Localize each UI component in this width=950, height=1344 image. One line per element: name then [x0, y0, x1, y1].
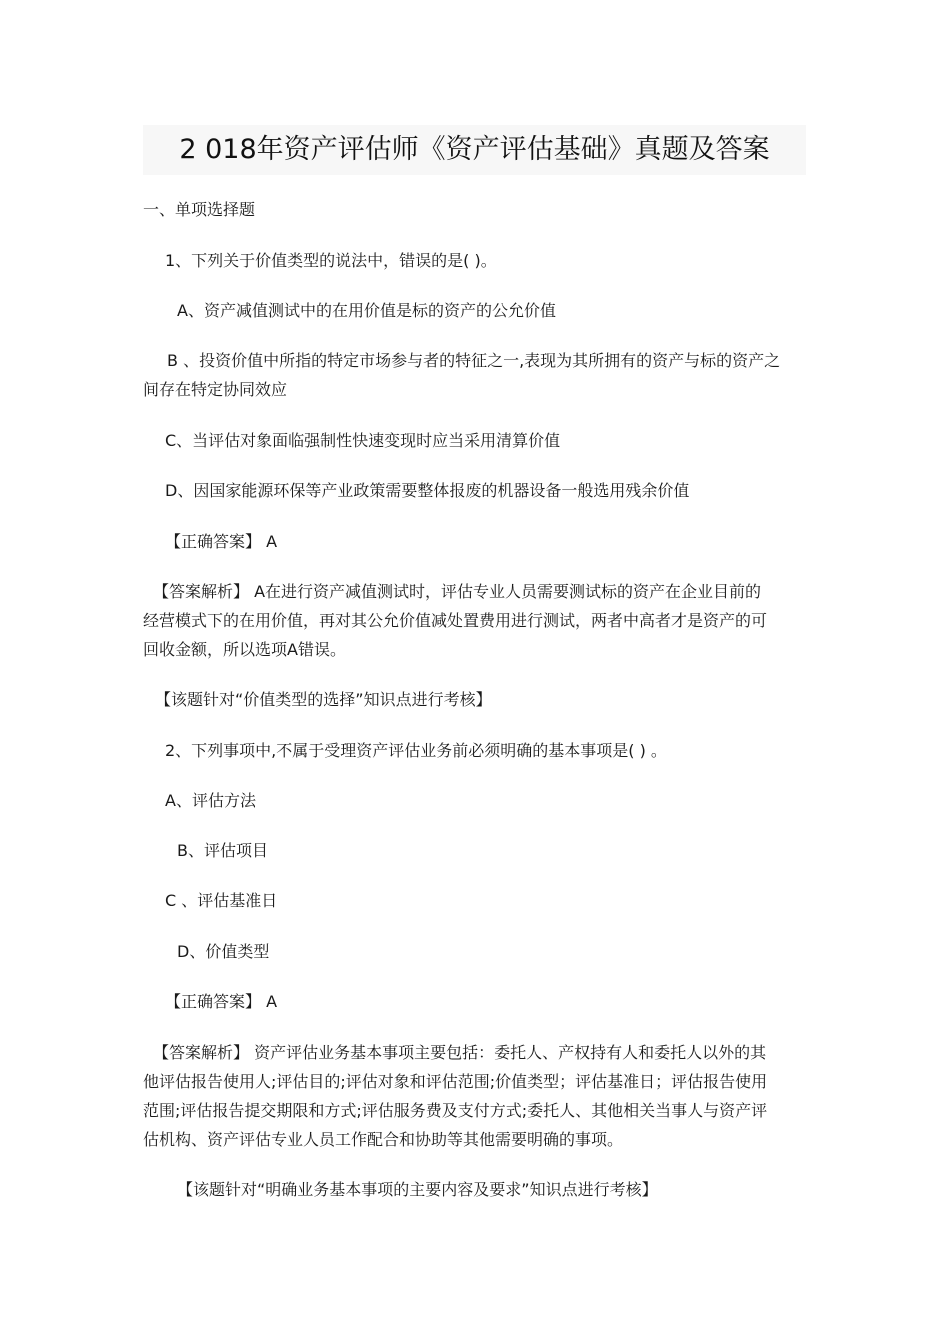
- q2-option-c: C 、评估基准日: [165, 891, 278, 910]
- q2-knowledge-point: 【该题针对“明确业务基本事项的主要内容及要求”知识点进行考核】: [177, 1180, 658, 1199]
- q1-analysis-line1: 【答案解析】 A在进行资产减值测试时，评估专业人员需要测试标的资产在企业目前的: [153, 582, 762, 601]
- q1-stem: 1、下列关于价值类型的说法中，错误的是( )。: [165, 251, 497, 270]
- q2-analysis-line2: 他评估报告使用人;评估目的;评估对象和评估范围;价值类型；评估基准日；评估报告使用: [143, 1072, 768, 1091]
- q1-analysis-line2: 经营模式下的在用价值，再对其公允价值减处置费用进行测试，两者中高者才是资产的可: [143, 611, 768, 630]
- q1-option-b-line2: 间存在特定协同效应: [143, 380, 288, 399]
- q1-analysis: [143, 577, 808, 664]
- q1-analysis-line3: 回收金额，所以选项A错误。: [143, 640, 346, 659]
- q2-analysis-line1: 【答案解析】 资产评估业务基本事项主要包括：委托人、产权持有人和委托人以外的其: [153, 1043, 767, 1062]
- q1-option-c: C、当评估对象面临强制性快速变现时应当采用清算价值: [165, 431, 561, 450]
- q1-option-a: A、资产减值测试中的在用价值是标的资产的公允价值: [177, 301, 556, 320]
- q2-analysis-line4: 估机构、资产评估专业人员工作配合和协助等其他需要明确的事项。: [143, 1130, 624, 1149]
- q2-option-a: A、评估方法: [165, 791, 256, 810]
- q1-option-b: [143, 346, 808, 404]
- section-heading: 一、单项选择题: [143, 200, 256, 219]
- document-title: 2 018年资产评估师《资产评估基础》真题及答案: [179, 134, 770, 165]
- q2-stem: 2、下列事项中,不属于受理资产评估业务前必须明确的基本事项是( ) 。: [165, 741, 667, 760]
- q1-answer: 【正确答案】 A: [165, 532, 278, 551]
- q1-option-d: D、因国家能源环保等产业政策需要整体报废的机器设备一般选用残余价值: [165, 481, 690, 500]
- q1-knowledge-point: 【该题针对“价值类型的选择”知识点进行考核】: [155, 690, 492, 709]
- q1-option-b-line1: B 、投资价值中所指的特定市场参与者的特征之一,表现为其所拥有的资产与标的资产之: [167, 351, 781, 370]
- q2-option-b: B、评估项目: [177, 841, 268, 860]
- q2-analysis-line3: 范围;评估报告提交期限和方式;评估服务费及支付方式;委托人、其他相关当事人与资产评: [143, 1101, 768, 1120]
- q2-option-d: D、价值类型: [177, 942, 270, 961]
- q2-answer: 【正确答案】 A: [165, 992, 278, 1011]
- q2-analysis: [143, 1038, 808, 1154]
